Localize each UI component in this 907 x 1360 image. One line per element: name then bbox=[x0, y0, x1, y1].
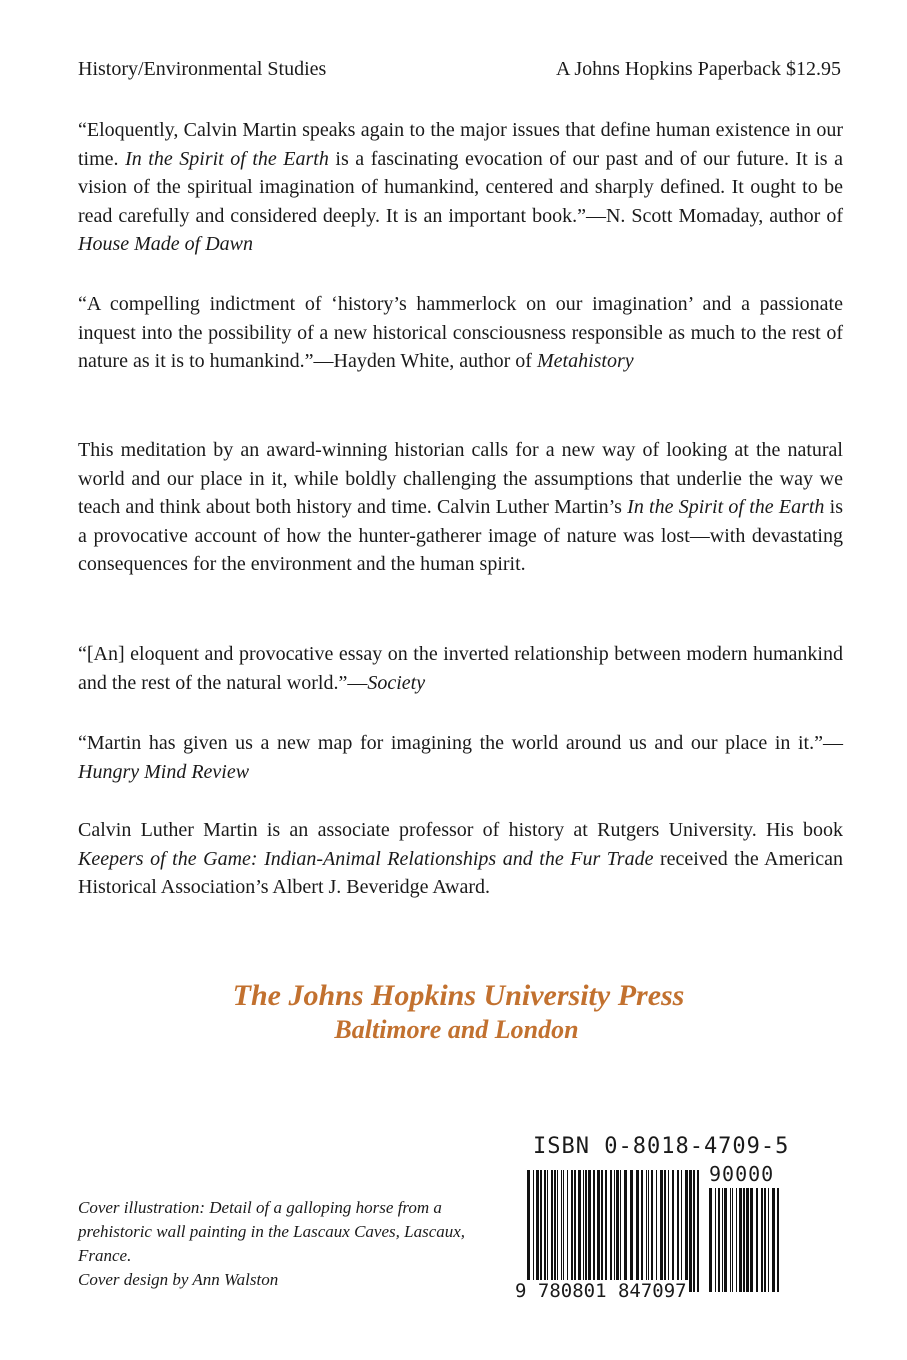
publisher-imprint bbox=[0, 978, 907, 1046]
barcode-bar bbox=[614, 1170, 615, 1292]
barcode-bar bbox=[709, 1188, 712, 1292]
barcode-bar bbox=[756, 1188, 758, 1292]
barcode-bar bbox=[540, 1170, 542, 1292]
barcode-bar bbox=[718, 1188, 720, 1292]
barcode-bar bbox=[693, 1170, 695, 1292]
barcode-bar bbox=[536, 1170, 539, 1292]
barcode-bar bbox=[554, 1170, 556, 1292]
isbn-label: ISBN 0-8018-4709-5 bbox=[533, 1134, 790, 1159]
barcode-bar bbox=[715, 1188, 716, 1292]
source-italic: Hungry Mind Review bbox=[78, 760, 250, 783]
barcode-bar bbox=[668, 1170, 669, 1292]
barcode-bar bbox=[571, 1170, 573, 1292]
title-italic: Keepers of the Game: Indian-Animal Relationships and the Fur Trade bbox=[78, 847, 654, 870]
ean-barcode bbox=[527, 1170, 702, 1292]
barcode-bar bbox=[685, 1170, 688, 1292]
barcode-bar bbox=[551, 1170, 553, 1292]
title-italic: Metahistory bbox=[536, 350, 634, 372]
barcode-bar bbox=[547, 1170, 548, 1292]
barcode-bar bbox=[648, 1170, 649, 1292]
barcode-bar bbox=[746, 1188, 749, 1292]
barcode-bar bbox=[664, 1170, 666, 1292]
design-credit: Cover design by Ann Walston bbox=[78, 1270, 279, 1289]
barcode-bar bbox=[656, 1170, 657, 1292]
barcode-bar bbox=[605, 1170, 607, 1292]
blurb-momaday: “Eloquently, Calvin Martin speaks again to the major issues that define human existence in our time. In the Spirit of the Earth is a fascinating evocation of our past and of our future. It is a vision of the spiritual imagination of humankind, centered and sharply defined. It ought to be read carefully and considered deeply. It is an important book.”—N. Scott Momaday, author of House Made of Dawn bbox=[78, 119, 844, 255]
barcode-bar bbox=[772, 1188, 775, 1292]
source-italic: Society bbox=[367, 671, 426, 694]
barcode-bar bbox=[583, 1170, 584, 1292]
barcode-bar bbox=[768, 1188, 769, 1292]
barcode-bar bbox=[651, 1170, 653, 1292]
barcode-bar bbox=[750, 1188, 753, 1292]
barcode-bar bbox=[597, 1170, 600, 1292]
barcode-bar bbox=[646, 1170, 647, 1292]
title-italic: In the Spirit of the Earth bbox=[125, 147, 329, 170]
addon-barcode bbox=[709, 1188, 779, 1292]
barcode-bar bbox=[563, 1170, 564, 1292]
barcode-bar bbox=[574, 1170, 576, 1292]
barcode-bar bbox=[567, 1170, 568, 1292]
barcode-bar bbox=[585, 1170, 587, 1292]
barcode-bar bbox=[616, 1170, 619, 1292]
barcode-bar bbox=[732, 1188, 733, 1292]
barcode-bar bbox=[730, 1188, 731, 1292]
barcode-bar bbox=[777, 1188, 779, 1292]
barcode-ean-digits: 9 780801 847097 bbox=[515, 1280, 687, 1302]
barcode-bar bbox=[697, 1170, 699, 1292]
publisher-name: The Johns Hopkins University Press bbox=[232, 979, 685, 1012]
barcode-bar bbox=[578, 1170, 581, 1292]
category-label: History/Environmental Studies bbox=[78, 58, 327, 80]
title-italic: In the Spirit of the Earth bbox=[627, 496, 825, 518]
barcode-bar bbox=[764, 1188, 766, 1292]
barcode-bar bbox=[689, 1170, 692, 1292]
illustration-credit: Cover illustration: Detail of a galloping horse from a prehistoric wall painting in the Lascaux Caves, Lascaux, France. bbox=[78, 1198, 466, 1265]
barcode-bar bbox=[739, 1188, 742, 1292]
series-price: A Johns Hopkins Paperback $12.95 bbox=[556, 58, 841, 80]
barcode-bar bbox=[636, 1170, 639, 1292]
barcode-bar bbox=[533, 1170, 534, 1292]
cover-credits bbox=[78, 1196, 498, 1292]
blurb-hungry-mind: “Martin has given us a new map for imagining the world around us and our place in it.”—Hungry Mind Review bbox=[78, 732, 843, 783]
barcode-bar bbox=[743, 1188, 745, 1292]
barcode-bar bbox=[660, 1170, 663, 1292]
title-italic: House Made of Dawn bbox=[78, 233, 253, 255]
barcode-bar bbox=[630, 1170, 633, 1292]
barcode-bar bbox=[588, 1170, 591, 1292]
barcode-bar bbox=[544, 1170, 546, 1292]
barcode-bar bbox=[722, 1188, 723, 1292]
barcode-bar bbox=[672, 1170, 674, 1292]
barcode-addon-digits: 90000 bbox=[709, 1162, 775, 1186]
barcode-bar bbox=[677, 1170, 679, 1292]
barcode-bar bbox=[601, 1170, 603, 1292]
publisher-place: Baltimore and London bbox=[334, 1015, 579, 1044]
barcode bbox=[513, 1162, 793, 1302]
barcode-bar bbox=[736, 1188, 737, 1292]
book-description: This meditation by an award-winning historian calls for a new way of looking at the natural world and our place in it, while boldly challenging the assumptions that underlie the way we teach and think about both history and time. Calvin Luther Martin’s In the Spirit of the Earth is a provocative account of how the hunter-gatherer image of nature was lost—with devastating consequences for the environment and the human spirit. bbox=[78, 439, 844, 575]
barcode-bar bbox=[620, 1170, 621, 1292]
author-bio: Calvin Luther Martin is an associate professor of history at Rutgers University. His book Keepers of the Game: Indian-Animal Relationships and the Fur Trade received the American Historical Association’s Albert J. Beveridge Award. bbox=[78, 819, 843, 898]
barcode-bar bbox=[610, 1170, 612, 1292]
barcode-bar bbox=[593, 1170, 595, 1292]
barcode-bar bbox=[761, 1188, 763, 1292]
barcode-bar bbox=[557, 1170, 558, 1292]
barcode-bar bbox=[724, 1188, 727, 1292]
blurb-white: “A compelling indictment of ‘history’s hammerlock on our imagination’ and a passionate inquest into the possibility of a new historical consciousness responsible as much to the rest of nature as it is to humankind.”—Hayden White, author of Metahistory bbox=[78, 293, 843, 372]
barcode-bar bbox=[527, 1170, 530, 1292]
barcode-bar bbox=[641, 1170, 643, 1292]
barcode-bar bbox=[681, 1170, 682, 1292]
header bbox=[78, 58, 841, 81]
barcode-bar bbox=[624, 1170, 627, 1292]
barcode-bar bbox=[561, 1170, 562, 1292]
blurb-society: “[An] eloquent and provocative essay on the inverted relationship between modern humankind and the rest of the natural world.”—Society bbox=[78, 643, 843, 694]
